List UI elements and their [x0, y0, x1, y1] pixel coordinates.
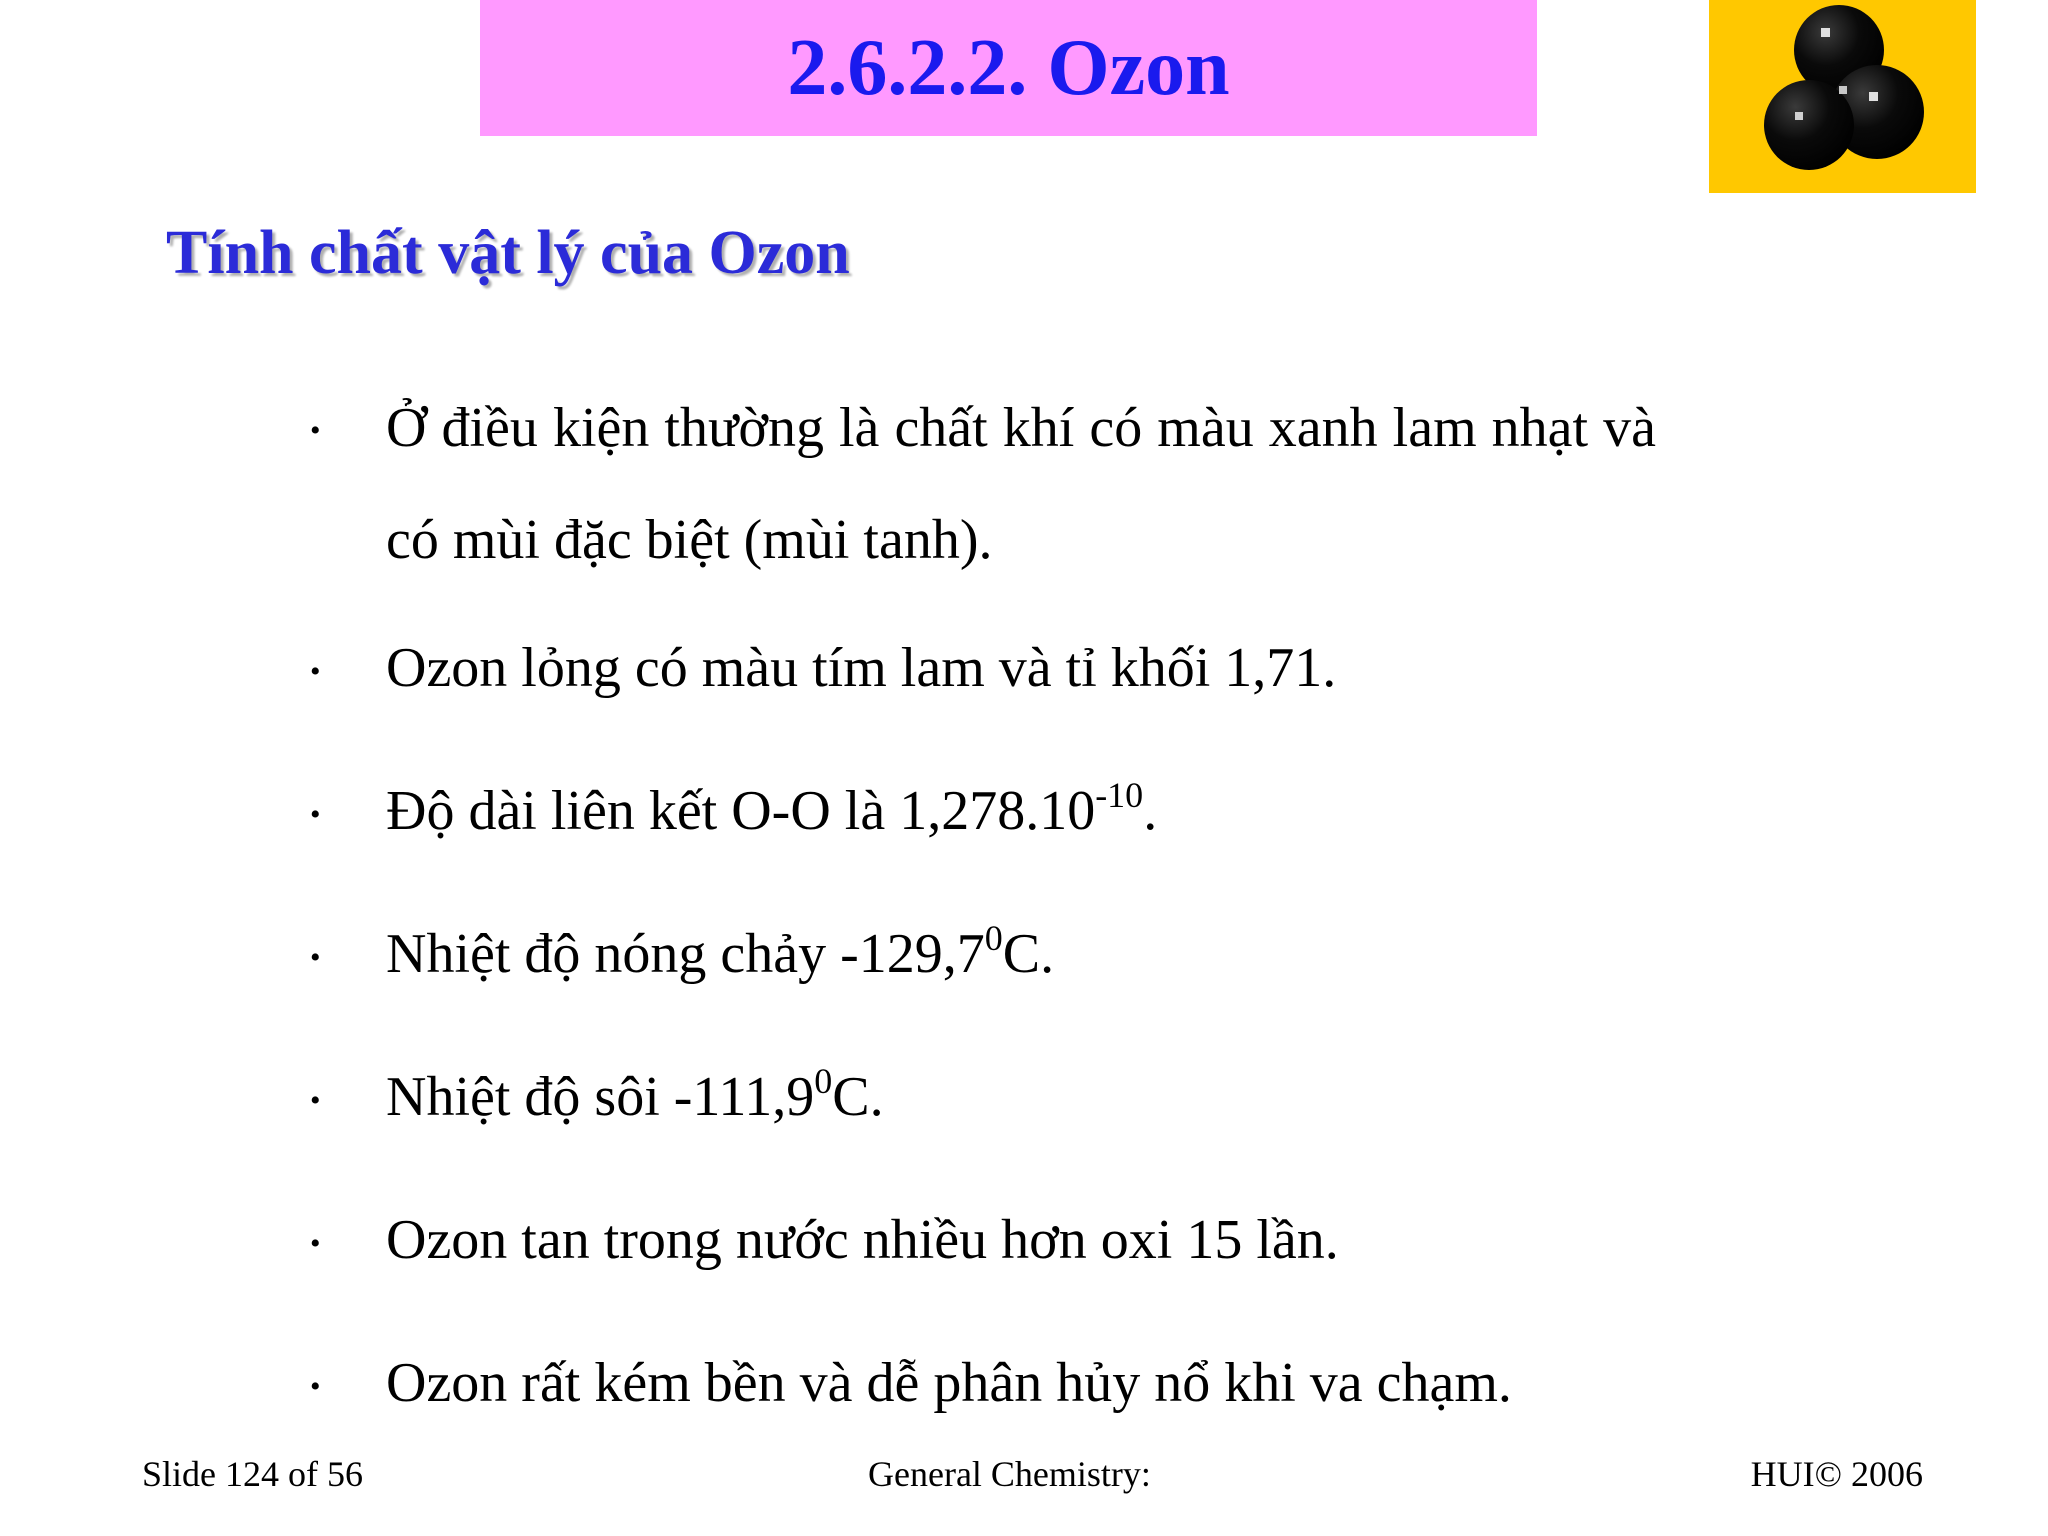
- section-subtitle: Tính chất vật lý của Ozon: [166, 219, 850, 287]
- list-item-text: [386, 1061, 884, 1128]
- bullet-marker: •: [310, 414, 321, 447]
- list-item-text: Ozon tan trong nước nhiều hơn oxi 15 lần.: [386, 1209, 1339, 1271]
- bullet-marker: •: [310, 798, 321, 831]
- list-item-text: Ozon rất kém bền và dễ phân hủy nổ khi va chạm.: [386, 1352, 1512, 1414]
- list-item-text-end: .: [1143, 780, 1158, 842]
- list-item-text-main: Độ dài liên kết O-O là 1,278.10: [386, 780, 1096, 842]
- list-item-text: Ở điều kiện thường là chất khí có màu xanh lam nhạt và có mùi đặc biệt (mùi tanh).: [386, 397, 1656, 571]
- course-name: General Chemistry:: [868, 1454, 1151, 1494]
- bullet-marker: •: [310, 655, 321, 688]
- list-item-text: [386, 918, 1055, 985]
- bullet-marker: •: [310, 1084, 321, 1117]
- bullet-marker: •: [310, 1227, 321, 1260]
- list-item-text-end: C.: [1002, 923, 1055, 985]
- list-item-text-main: Nhiệt độ sôi -111,9: [386, 1066, 815, 1128]
- list-item-text-end: C.: [832, 1066, 884, 1128]
- list-item-text: [386, 775, 1158, 842]
- list-item-text-main: Nhiệt độ nóng chảy -129,7: [386, 923, 985, 985]
- superscript: 0: [984, 918, 1003, 958]
- bullet-marker: •: [310, 1370, 321, 1403]
- list-item-text: Ozon lỏng có màu tím lam và tỉ khối 1,71.: [386, 637, 1337, 699]
- copyright: HUI© 2006: [1750, 1454, 1923, 1494]
- slide-title: 2.6.2.2. Ozon: [787, 24, 1230, 112]
- superscript: -10: [1095, 775, 1144, 815]
- bullet-marker: •: [310, 941, 321, 974]
- superscript: 0: [814, 1061, 833, 1101]
- slide-number: Slide 124 of 56: [142, 1454, 363, 1494]
